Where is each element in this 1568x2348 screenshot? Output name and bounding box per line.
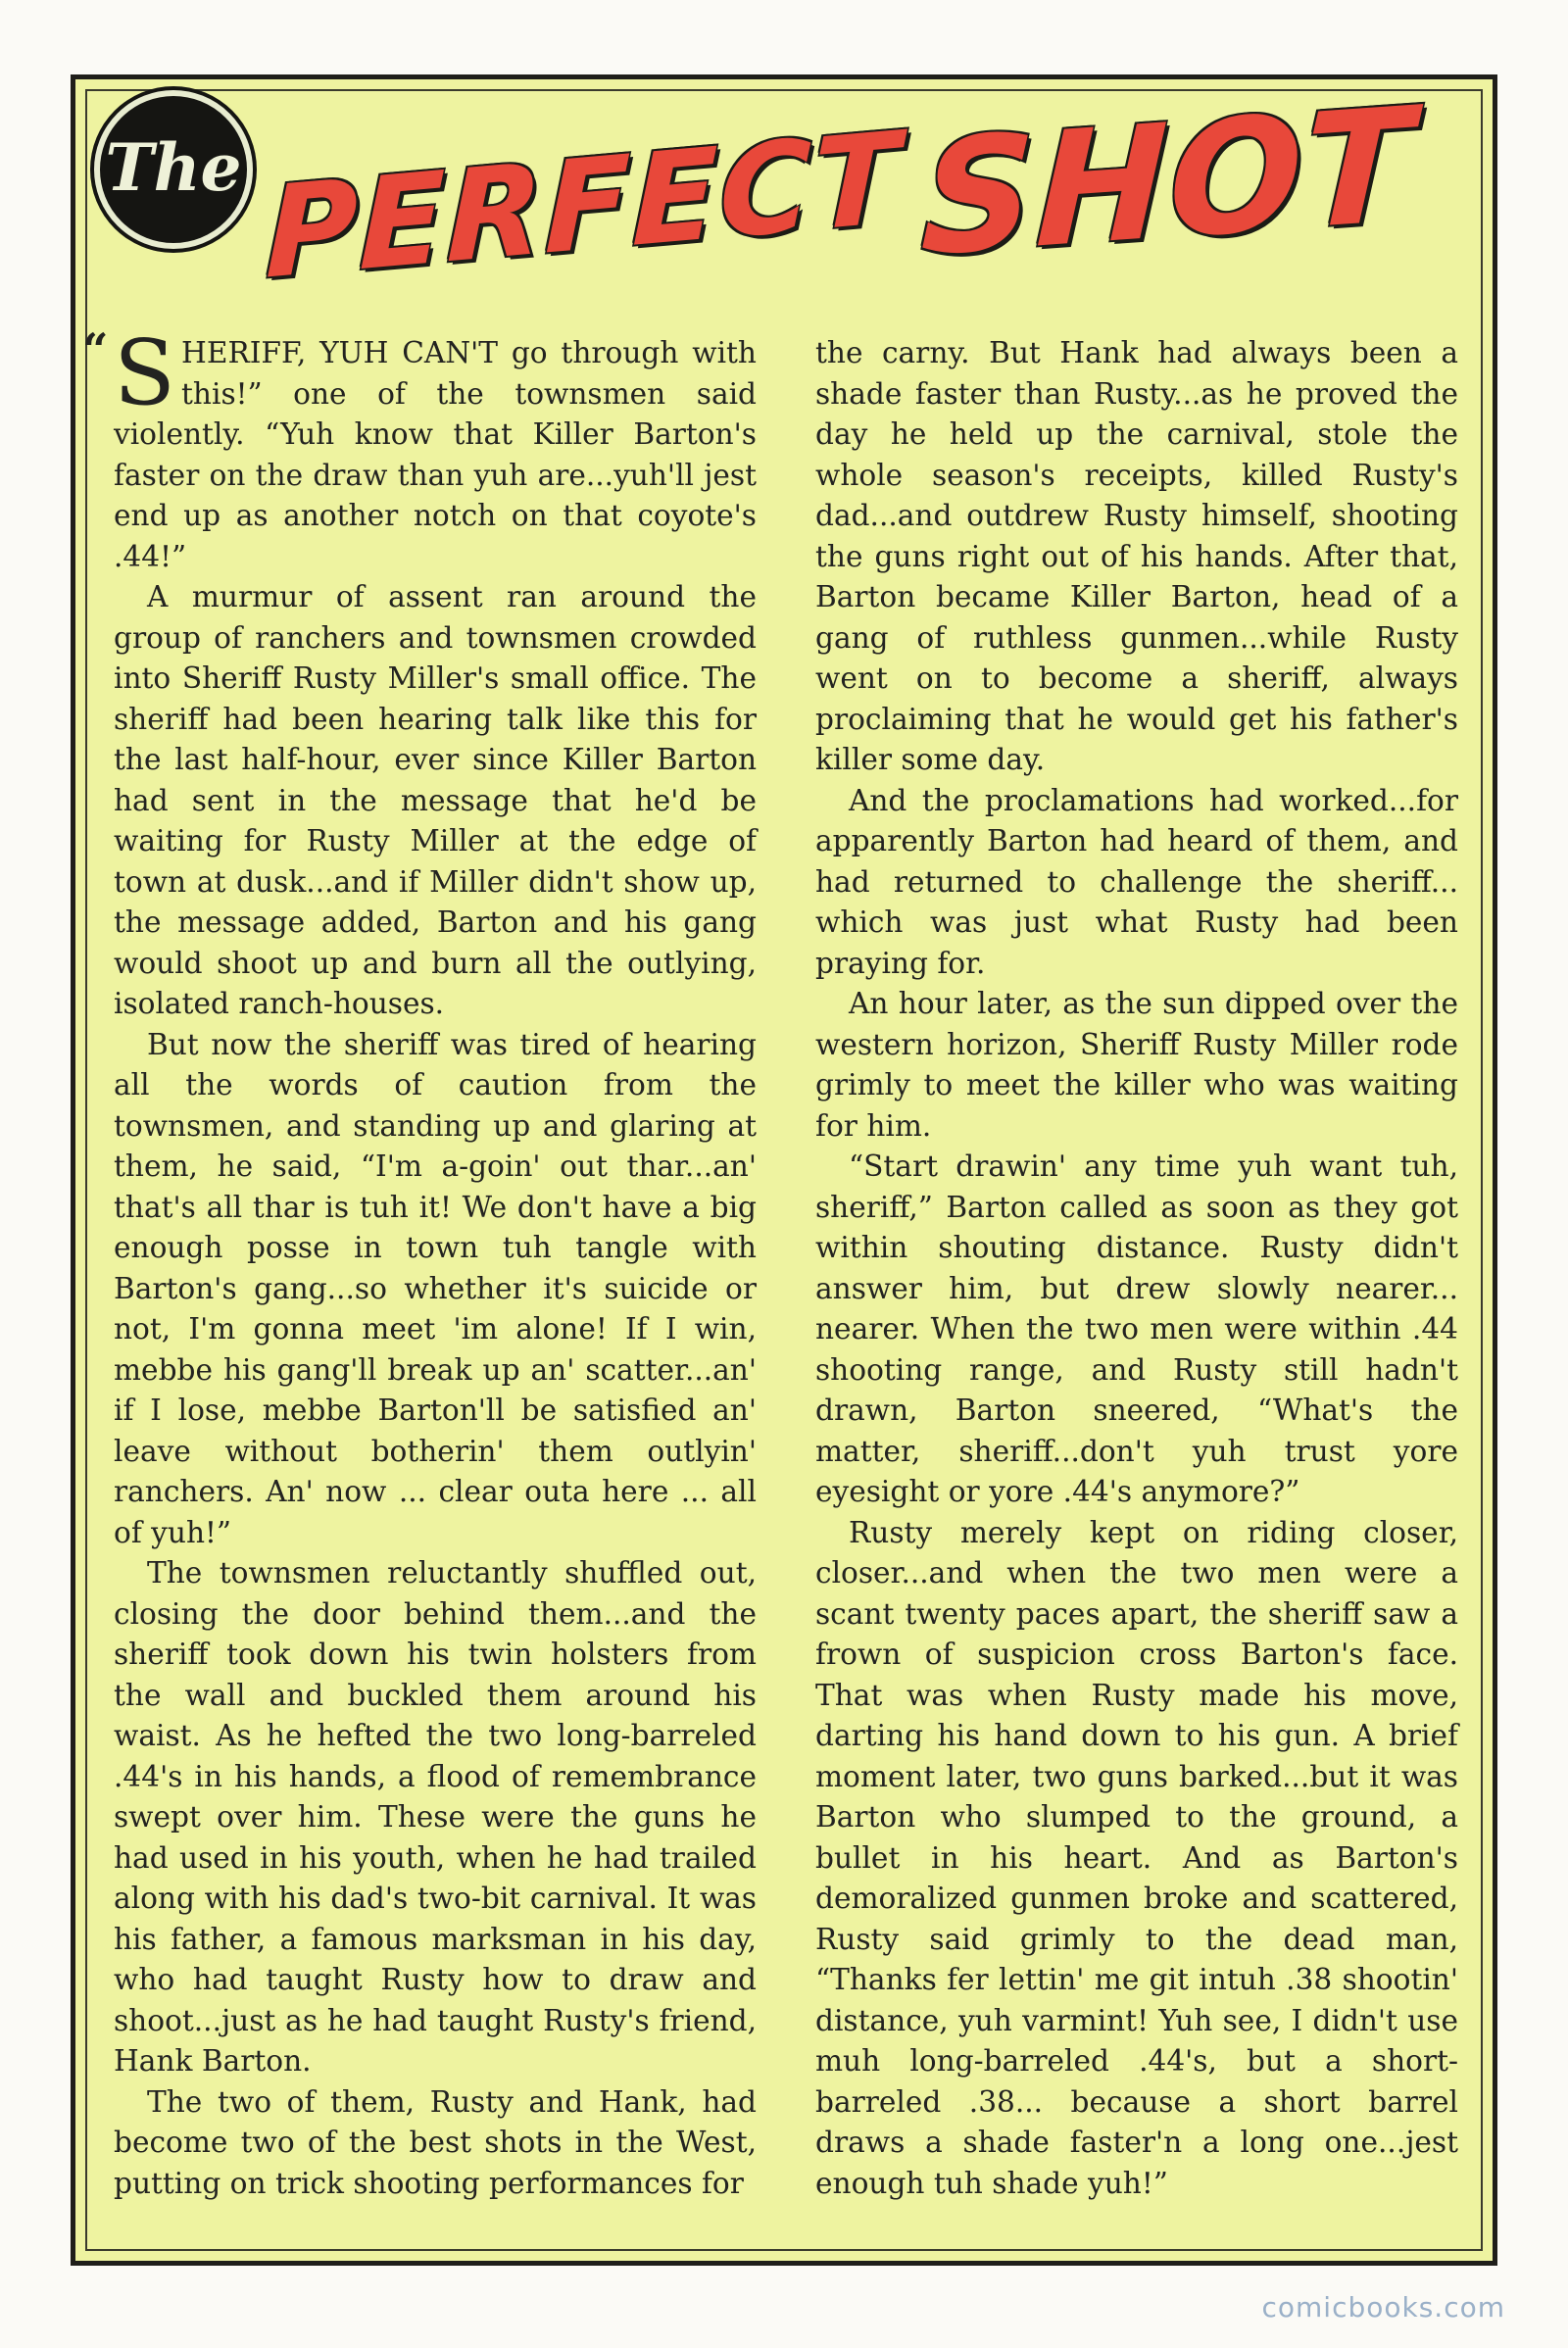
title-badge-text: The [105,129,242,206]
drop-cap: S [114,320,176,425]
story-paragraph: A murmur of assent ran around the group of ranchers and townsmen crowded into Sheriff Rusty Miller's small office. The sheriff had been hearing talk like this for the last half-hour, ever since Killer Barton had sent in the message that he'd be waiting for Rusty Miller at the edge of town at dusk...and if Miller didn't show up, the message added, Barton and his gang would shoot up and burn all the outlying, isolated ranch-houses. [114,580,757,1020]
story-paragraph: The townsmen reluctantly shuffled out, closing the door behind them...and the sheriff took down his twin holsters from the wall and buckled them around his waist. As he hefted the two long-barreled .44's in his hands, a flood of remembrance swept over him. These were the guns he had used in his youth, when he had trailed along with his dad's two-bit carnival. It was his father, a famous marksman in his day, who had taught Rusty how to draw and shoot...just as he had taught Rusty's friend, Hank Barton. [114,1556,757,2078]
title-badge [94,90,253,249]
story-paragraph [114,320,757,577]
story-paragraph: “Start drawin' any time yuh want tuh, sheriff,” Barton called as soon as they got within shouting distance. Rusty didn't answer him, but drew slowly nearer... nearer. When the two men were within .44 shooting range, and Rusty still hadn't drawn, Barton sneered, “What's the matter, sheriff...don't yuh trust yore eyesight or yore .44's anymore?” [815,1150,1458,1508]
opening-quote-mark: “ [82,323,109,376]
story-paragraph: The two of them, Rusty and Hank, had become two of the best shots in the West, putting on trick shooting performances for [114,2084,757,2200]
story-paragraph: But now the sheriff was tired of hearing all the words of caution from the townsmen, and standing up and glaring at them, he said, “I'm a-goin' out thar...an' that's all thar is tuh it! We don't have a big enough posse in town tuh tangle with Barton's gang...so whether it's suicide or not, I'm gonna meet 'im alone! If I win, mebbe his gang'll break up an' scatter...an' if I lose, mebbe Barton'll be satisfied an' leave without botherin' them outlyin' ranchers. An' now ... clear outa here ... all of yuh!” [114,1027,757,1549]
title-word-perfect: PERFECT [264,105,903,308]
story-paragraph: the carny. But Hank had always been a shade faster than Rusty...as he proved the day he held up the carnival, stole the whole season's receipts, killed Rusty's dad...and outdrew Rusty himself, shooting the guns right out of his hands. After that, Barton became Killer Barton, head of a gang of ruthless gunmen...while Rusty went on to become a sheriff, always proclaiming that he would get his father's killer some day. [815,336,1458,776]
story-column-right [815,333,1458,2225]
story-column-left [82,320,757,2225]
story-paragraph: An hour later, as the sun dipped over the western horizon, Sheriff Rusty Miller rode grimly to meet the killer who was waiting for him. [815,987,1458,1143]
site-watermark: comicbooks.com [1261,2291,1505,2324]
title-word-shot: SHOT [918,73,1416,291]
story-title [78,55,1431,310]
story-paragraph: And the proclamations had worked...for apparently Barton had heard of them, and had returned to challenge the sheriff... which was just what Rusty had been praying for. [815,783,1458,980]
story-paragraph: Rusty merely kept on riding closer, closer...and when the two men were a scant twenty paces apart, the sheriff saw a frown of suspicion cross Barton's face. That was when Rusty made his move, darting his hand down to his gun. A brief moment later, two guns barked...but it was Barton who slumped to the ground, a bullet in his heart. And as Barton's demoralized gunmen broke and scattered, Rusty said grimly to the dead man, “Thanks fer lettin' me git intuh .38 shootin' distance, yuh varmint! Yuh see, I didn't use muh long-barreled .44's, but a short-barreled .38... because a short barrel draws a shade faster'n a long one...jest enough tuh shade yuh!” [815,1515,1458,2200]
paragraph-text: HERIFF, YUH CAN'T go through with this!” one of the townsmen said violently. “Yuh know that Killer Barton's faster on the draw than yuh are...yuh'll jest end up as another notch on that coyote's .44!” [114,336,757,573]
